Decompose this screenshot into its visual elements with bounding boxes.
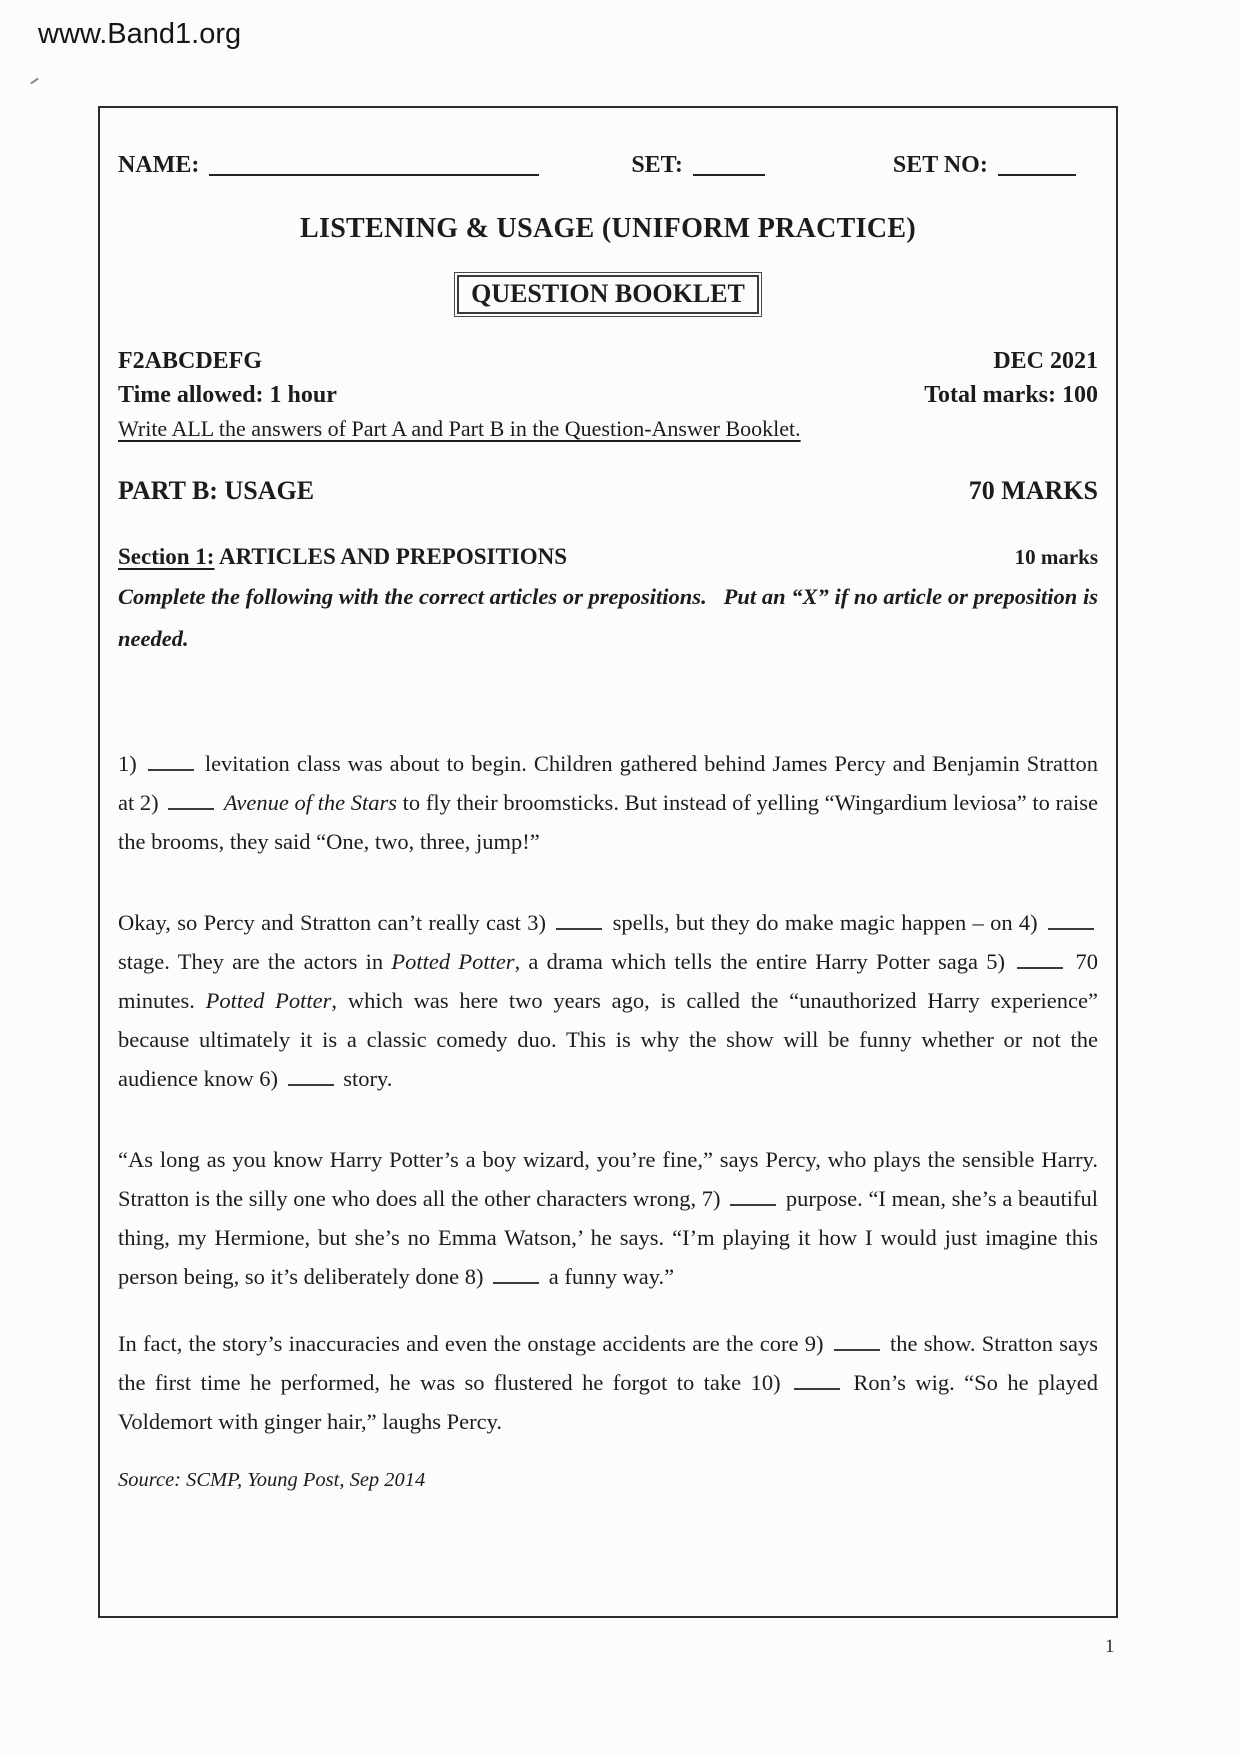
exam-paper-frame <box>98 106 1118 1618</box>
question-booklet-box: QUESTION BOOKLET <box>457 275 759 314</box>
set-blank <box>693 171 765 176</box>
exam-meta <box>118 344 1098 412</box>
text-run: levitation class was about to begin. Children gathered behind James Percy and Benjamin Stratton at 2) <box>118 751 1098 815</box>
text-run: “As long as you know Harry Potter’s a boy wizard, you’re fine,” says Percy, who plays the sensible Harry. Stratton is the silly one who does all the other characters wrong, 7) <box>118 1147 1098 1211</box>
italic-text-run: Potted Potter <box>205 988 332 1013</box>
class-code: F2ABCDEFG <box>118 348 262 374</box>
name-blank <box>209 171 539 176</box>
total-marks: Total marks: 100 <box>924 382 1098 408</box>
exam-title: LISTENING & USAGE (UNIFORM PRACTICE) <box>300 213 916 244</box>
name-label: NAME: <box>118 152 200 178</box>
text-run: a funny way.” <box>543 1264 675 1289</box>
text-run: , which was here two years ago, is called the “unauthorized Harry experience” because ultimately it is a classic comedy duo. This is why the show will be funny whether or not the audience know 6) <box>118 988 1098 1091</box>
time-allowed: Time allowed: 1 hour <box>118 382 337 408</box>
set-no-label: SET NO: <box>892 152 988 178</box>
set-no-blank <box>998 171 1076 176</box>
passage-paragraph <box>118 744 1098 861</box>
text-run: Ron’s wig. “So he played Voldemort with ginger hair,” laughs Percy. <box>118 1370 1098 1434</box>
text-run: stage. They are the actors in <box>118 949 392 974</box>
scan-artifact <box>30 78 39 85</box>
section1-marks: 10 marks <box>1014 545 1098 569</box>
section1-heading-row <box>118 544 1098 570</box>
exam-meta-right <box>924 344 1098 412</box>
text-run: 70 minutes. <box>118 949 1098 1013</box>
answer-blank-1 <box>148 765 194 771</box>
write-all-instruction: Write ALL the answers of Part A and Part B in the Question-Answer Booklet. <box>118 416 801 441</box>
exam-date: DEC 2021 <box>993 348 1098 374</box>
candidate-info-row <box>118 152 1098 179</box>
set-label: SET: <box>631 152 683 178</box>
answer-blank-5 <box>1017 963 1063 969</box>
italic-text-run: Avenue of the Stars <box>223 790 398 815</box>
section1-label: Section 1: <box>118 544 215 569</box>
text-run: purpose. “I mean, she’s a beautiful thing, my Hermione, but she’s no Emma Watson,’ he says. “I’m playing it how I would just imagine this person being, so it’s deliberately done 8) <box>118 1186 1098 1289</box>
answer-blank-4 <box>1048 924 1094 930</box>
answer-blank-2 <box>168 804 214 810</box>
source-line: Source: SCMP, Young Post, Sep 2014 <box>118 1469 426 1491</box>
passage-paragraph <box>118 903 1098 1098</box>
passage-paragraph <box>118 1140 1098 1296</box>
section1-heading <box>118 544 567 570</box>
italic-text-run: Potted Potter <box>391 949 515 974</box>
answer-blank-6 <box>288 1080 334 1086</box>
text-run: Okay, so Percy and Stratton can’t really cast 3) <box>118 910 553 935</box>
exam-meta-left <box>118 344 337 412</box>
passage-paragraph <box>118 1324 1098 1441</box>
part-b-heading-row <box>118 476 1098 506</box>
text-run: the show. Stratton says the first time he performed, he was so flustered he forgot to take 10) <box>118 1331 1098 1395</box>
part-b-title: PART B: USAGE <box>118 476 315 505</box>
page-number: 1 <box>1105 1636 1115 1657</box>
answer-blank-8 <box>493 1278 539 1284</box>
section1-instruction: Complete the following with the correct articles or prepositions. Put an “X” if no article or preposition is needed. <box>118 584 1098 651</box>
booklet-box-wrap <box>118 275 1098 314</box>
text-run: , a drama which tells the entire Harry Potter saga 5) <box>514 949 1014 974</box>
answer-blank-7 <box>730 1200 776 1206</box>
passage <box>118 744 1098 1441</box>
text-run: to fly their broomsticks. But instead of yelling “Wingardium leviosa” to raise the brooms, they said “One, two, three, jump!” <box>118 790 1099 854</box>
answer-blank-10 <box>794 1384 840 1390</box>
text-run: story. <box>337 1066 393 1091</box>
answer-blank-3 <box>556 924 602 930</box>
section1-title: ARTICLES AND PREPOSITIONS <box>218 544 568 569</box>
text-run: spells, but they do make magic happen – on 4) <box>606 910 1045 935</box>
part-b-marks: 70 MARKS <box>968 476 1098 505</box>
text-run: 1) <box>118 751 144 776</box>
watermark-url: www.Band1.org <box>38 18 242 50</box>
text-run: In fact, the story’s inaccuracies and even the onstage accidents are the core 9) <box>118 1331 830 1356</box>
answer-blank-9 <box>834 1345 880 1351</box>
